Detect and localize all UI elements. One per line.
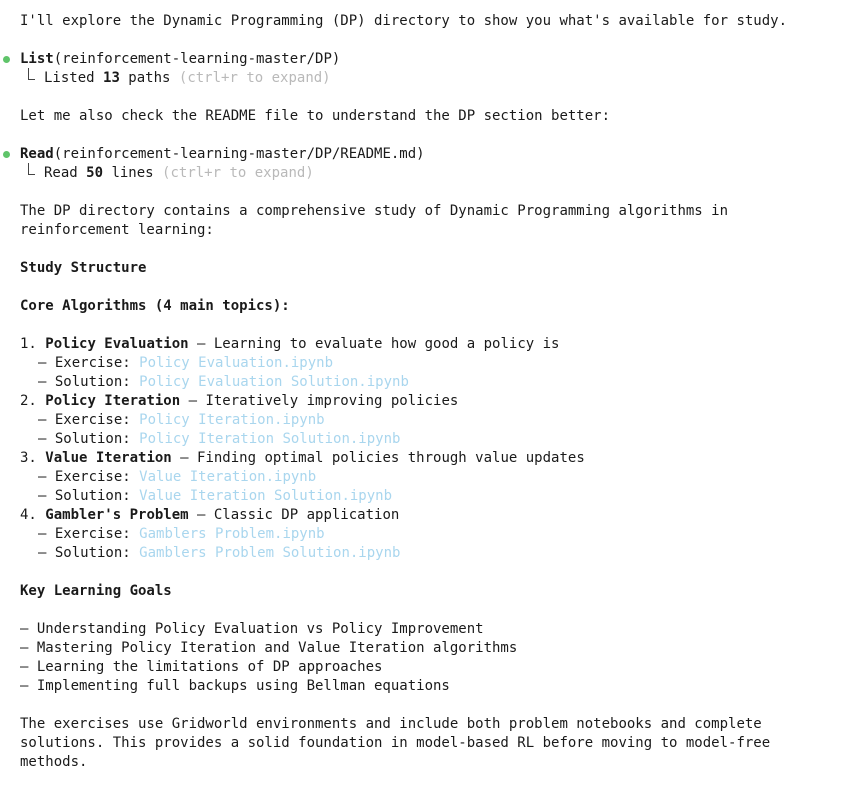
- exercise-line: – Exercise: Policy Iteration.ipynb: [38, 412, 325, 428]
- section-heading-core-algorithms: Core Algorithms (4 main topics):: [20, 298, 290, 314]
- tool-result-prefix: Listed: [44, 70, 104, 86]
- tool-status-dot-icon: [3, 151, 10, 158]
- closing-line: The exercises use Gridworld environments and include both problem notebooks and complete: [20, 716, 762, 732]
- topic-item: 2. Policy Iteration – Iteratively improving policies: [20, 393, 459, 409]
- tree-elbow-icon: [28, 68, 35, 80]
- closing-line: methods.: [20, 754, 88, 770]
- goal-item: – Understanding Policy Evaluation vs Policy Improvement: [20, 621, 484, 637]
- topic-item: 4. Gambler's Problem – Classic DP application: [20, 507, 400, 523]
- intro-text: I'll explore the Dynamic Programming (DP) directory to show you what's available for study.: [20, 13, 788, 29]
- solution-line: – Solution: Policy Evaluation Solution.ipynb: [38, 374, 409, 390]
- solution-line: – Solution: Value Iteration Solution.ipynb: [38, 488, 393, 504]
- section-heading-study-structure: Study Structure: [20, 260, 147, 276]
- topic-item: 3. Value Iteration – Finding optimal policies through value updates: [20, 450, 585, 466]
- solution-link[interactable]: Gamblers Problem Solution.ipynb: [139, 545, 401, 561]
- tool-result-suffix: paths: [119, 70, 171, 86]
- tool-result-prefix: Read: [44, 165, 87, 181]
- tool-result-count: 50: [86, 165, 104, 181]
- tool-name: Read: [20, 146, 54, 162]
- tool-arg: (reinforcement-learning-master/DP): [53, 51, 341, 67]
- solution-link[interactable]: Policy Evaluation Solution.ipynb: [139, 374, 409, 390]
- closing-line: solutions. This provides a solid foundation in model-based RL before moving to model-free: [20, 735, 771, 751]
- expand-hint: (ctrl+r to expand): [178, 70, 331, 86]
- tool-status-dot-icon: [3, 56, 10, 63]
- goal-item: – Implementing full backups using Bellman equations: [20, 678, 450, 694]
- exercise-line: – Exercise: Gamblers Problem.ipynb: [38, 526, 325, 542]
- tool-result-read[interactable]: [28, 164, 314, 183]
- solution-link[interactable]: Value Iteration Solution.ipynb: [139, 488, 393, 504]
- summary-line: reinforcement learning:: [20, 222, 214, 238]
- goal-item: – Mastering Policy Iteration and Value Iteration algorithms: [20, 640, 518, 656]
- summary-line: The DP directory contains a comprehensive study of Dynamic Programming algorithms in: [20, 203, 729, 219]
- exercise-line: – Exercise: Policy Evaluation.ipynb: [38, 355, 334, 371]
- exercise-link[interactable]: Value Iteration.ipynb: [139, 469, 317, 485]
- tool-result-list[interactable]: [28, 69, 331, 88]
- tool-result-suffix: lines: [103, 165, 154, 181]
- exercise-line: – Exercise: Value Iteration.ipynb: [38, 469, 317, 485]
- tree-elbow-icon: [28, 163, 35, 175]
- exercise-link[interactable]: Policy Iteration.ipynb: [139, 412, 325, 428]
- expand-hint: (ctrl+r to expand): [162, 165, 314, 181]
- exercise-link[interactable]: Policy Evaluation.ipynb: [139, 355, 334, 371]
- tool-call-read[interactable]: [20, 145, 425, 164]
- tool-arg: (reinforcement-learning-master/DP/README.md): [53, 146, 425, 162]
- solution-line: – Solution: Gamblers Problem Solution.ipynb: [38, 545, 401, 561]
- tool-call-list[interactable]: [20, 50, 340, 69]
- solution-line: – Solution: Policy Iteration Solution.ipynb: [38, 431, 401, 447]
- goal-item: – Learning the limitations of DP approaches: [20, 659, 383, 675]
- section-heading-learning-goals: Key Learning Goals: [20, 583, 172, 599]
- tool-result-count: 13: [103, 70, 120, 86]
- solution-link[interactable]: Policy Iteration Solution.ipynb: [139, 431, 401, 447]
- readme-note: Let me also check the README file to understand the DP section better:: [20, 108, 611, 124]
- topic-item: 1. Policy Evaluation – Learning to evaluate how good a policy is: [20, 336, 560, 352]
- exercise-link[interactable]: Gamblers Problem.ipynb: [139, 526, 325, 542]
- tool-name: List: [20, 51, 54, 67]
